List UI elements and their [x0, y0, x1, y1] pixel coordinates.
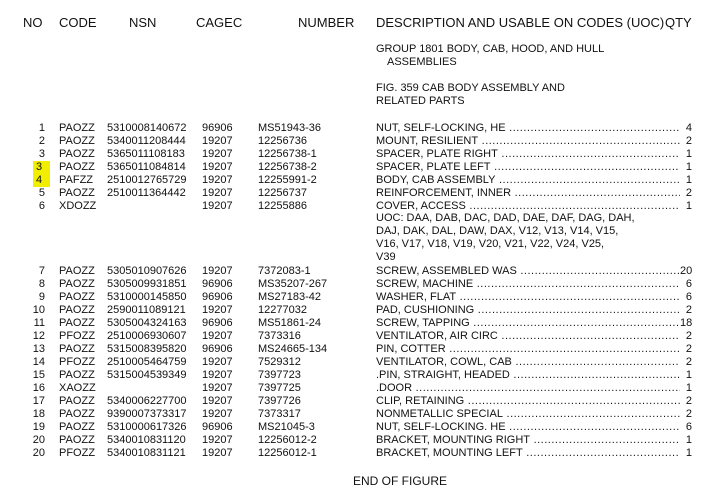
- cagec-value: 19207: [202, 161, 233, 173]
- table-row: [0, 135, 718, 148]
- table-row: [0, 434, 718, 447]
- part-number: MS21045-3: [258, 421, 315, 433]
- part-number: MS27183-42: [258, 291, 321, 303]
- part-number: 12256738-1: [258, 148, 317, 160]
- smr-code: PFOZZ: [59, 356, 96, 368]
- cagec-value: 19207: [202, 434, 233, 446]
- smr-code: PAOZZ: [59, 265, 95, 277]
- cagec-value: 96906: [202, 421, 233, 433]
- uoc-line: DAJ, DAK, DAL, DAW, DAX, V12, V13, V14, V15,: [376, 225, 619, 237]
- nsn-value: 5305009931851: [107, 278, 187, 290]
- table-row: [0, 265, 718, 278]
- part-number: 7397725: [258, 382, 301, 394]
- quantity: 2: [685, 187, 692, 199]
- part-number: 7372083-1: [258, 265, 311, 277]
- smr-code: PAOZZ: [59, 434, 95, 446]
- cagec-value: 19207: [202, 369, 233, 381]
- group-title-line2: ASSEMBLIES: [387, 56, 457, 68]
- item-number: 20: [32, 447, 45, 459]
- cagec-value: 19207: [202, 330, 233, 342]
- smr-code: PAOZZ: [59, 343, 95, 355]
- cagec-value: 19207: [202, 447, 233, 459]
- quantity: 2: [685, 330, 692, 342]
- part-description: SPACER, PLATE RIGHT .....: [376, 148, 680, 161]
- nsn-value: 2510005464759: [107, 356, 187, 368]
- smr-code: PAOZZ: [59, 317, 95, 329]
- item-number: 20: [32, 434, 45, 446]
- table-row: [0, 187, 718, 200]
- part-description: BODY, CAB ASSEMBLY .....: [376, 174, 680, 187]
- table-row: [0, 343, 718, 356]
- header-qty: QTY: [665, 15, 692, 30]
- header-nsn: NSN: [129, 15, 157, 30]
- nsn-value: 9390007373317: [107, 408, 187, 420]
- quantity: 6: [685, 278, 692, 290]
- table-row: [0, 304, 718, 317]
- smr-code: PAOZZ: [59, 135, 95, 147]
- figure-title-line1: FIG. 359 CAB BODY ASSEMBLY AND: [376, 82, 565, 94]
- nsn-value: 5305010907626: [107, 265, 187, 277]
- item-number: 17: [32, 395, 45, 407]
- table-row: [0, 408, 718, 421]
- cagec-value: 96906: [202, 122, 233, 134]
- smr-code: XAOZZ: [59, 382, 96, 394]
- cagec-value: 19207: [202, 408, 233, 420]
- nsn-value: 5310000617326: [107, 421, 187, 433]
- item-number: 5: [38, 187, 45, 199]
- end-of-figure: END OF FIGURE: [353, 474, 448, 488]
- table-row: [0, 369, 718, 382]
- uoc-line: UOC: DAA, DAB, DAC, DAD, DAE, DAF, DAG, DAH,: [376, 212, 635, 224]
- smr-code: PFOZZ: [59, 330, 96, 342]
- part-description: BRACKET, MOUNTING LEFT .....: [376, 447, 680, 460]
- quantity: 2: [685, 304, 692, 316]
- cagec-value: 19207: [202, 135, 233, 147]
- quantity: 2: [685, 135, 692, 147]
- figure-title-line2: RELATED PARTS: [376, 95, 465, 107]
- part-description: PAD, CUSHIONING .....: [376, 304, 680, 317]
- item-number: 10: [32, 304, 45, 316]
- table-row: [0, 122, 718, 135]
- item-number: 2: [38, 135, 45, 147]
- part-description: NUT, SELF-LOCKING. HE .....: [376, 421, 680, 434]
- uoc-line: V16, V17, V18, V19, V20, V21, V22, V24, V25,: [376, 238, 605, 250]
- quantity: 6: [685, 421, 692, 433]
- part-description: PIN, COTTER .....: [376, 343, 680, 356]
- cagec-value: 96906: [202, 317, 233, 329]
- smr-code: PAOZZ: [59, 291, 95, 303]
- cagec-value: 19207: [202, 395, 233, 407]
- part-number: 12256736: [258, 135, 307, 147]
- cagec-value: 19207: [202, 187, 233, 199]
- table-row: [0, 356, 718, 369]
- part-description: SCREW, MACHINE .....: [376, 278, 680, 291]
- item-number: 18: [32, 408, 45, 420]
- part-description: COVER, ACCESS .....: [376, 200, 680, 213]
- table-row: [0, 395, 718, 408]
- item-number: 14: [32, 356, 45, 368]
- quantity: 1: [685, 174, 692, 186]
- part-description: WASHER, FLAT .....: [376, 291, 680, 304]
- smr-code: PAOZZ: [59, 187, 95, 199]
- table-row: [0, 447, 718, 460]
- quantity: 2: [685, 356, 692, 368]
- item-number: 1: [38, 122, 45, 134]
- quantity: 6: [685, 291, 692, 303]
- nsn-value: 5315004539349: [107, 369, 187, 381]
- table-row: [0, 291, 718, 304]
- item-number: 9: [38, 291, 45, 303]
- cagec-value: 19207: [202, 304, 233, 316]
- header-cagec: CAGEC: [196, 15, 243, 30]
- smr-code: PAOZZ: [59, 161, 95, 173]
- smr-code: PAFZZ: [59, 174, 94, 186]
- nsn-value: 2590011089121: [107, 304, 186, 316]
- quantity: 4: [685, 122, 692, 134]
- item-number: 19: [32, 421, 45, 433]
- uoc-line: V39: [376, 251, 396, 263]
- part-number: 7373316: [258, 330, 301, 342]
- item-number: 6: [38, 200, 45, 212]
- quantity: 2: [685, 395, 692, 407]
- cagec-value: 19207: [202, 356, 233, 368]
- header-number: NUMBER: [298, 15, 355, 30]
- smr-code: XDOZZ: [59, 200, 97, 212]
- part-description: BRACKET, MOUNTING RIGHT .....: [376, 434, 680, 447]
- quantity: 20: [680, 265, 693, 277]
- item-number: 11: [33, 317, 45, 329]
- nsn-value: 5340010831120: [107, 434, 186, 446]
- part-number: 7397726: [258, 395, 301, 407]
- item-number: 8: [38, 278, 45, 290]
- smr-code: PAOZZ: [59, 304, 95, 316]
- part-description: NONMETALLIC SPECIAL .....: [376, 408, 680, 421]
- smr-code: PFOZZ: [59, 447, 96, 459]
- quantity: 1: [685, 434, 692, 446]
- quantity: 2: [685, 408, 692, 420]
- part-description: REINFORCEMENT, INNER .....: [376, 187, 680, 200]
- cagec-value: 96906: [202, 278, 233, 290]
- part-number: 12256012-1: [258, 447, 317, 459]
- part-number: 12256738-2: [258, 161, 317, 173]
- item-number: 4: [33, 174, 50, 187]
- header-no: NO: [23, 15, 43, 30]
- quantity: 1: [685, 200, 692, 212]
- item-number: 16: [32, 382, 45, 394]
- smr-code: PAOZZ: [59, 395, 95, 407]
- nsn-value: 5340010831121: [107, 447, 186, 459]
- part-description: SPACER, PLATE LEFT .....: [376, 161, 680, 174]
- part-number: 12255991-2: [258, 174, 317, 186]
- part-number: 12277032: [258, 304, 307, 316]
- table-row: [0, 317, 718, 330]
- quantity: 18: [680, 317, 693, 329]
- nsn-value: 5310000145850: [107, 291, 187, 303]
- cagec-value: 19207: [202, 265, 233, 277]
- smr-code: PAOZZ: [59, 278, 95, 290]
- smr-code: PAOZZ: [59, 369, 95, 381]
- table-row: [0, 421, 718, 434]
- table-row: [0, 148, 718, 161]
- quantity: 1: [685, 161, 692, 173]
- smr-code: PAOZZ: [59, 421, 95, 433]
- header-code: CODE: [59, 15, 97, 30]
- quantity: 1: [685, 447, 692, 459]
- smr-code: PAOZZ: [59, 148, 95, 160]
- part-number: MS51861-24: [258, 317, 321, 329]
- table-row: [0, 174, 718, 187]
- part-number: MS24665-134: [258, 343, 328, 355]
- part-description: NUT, SELF-LOCKING, HE .....: [376, 122, 680, 135]
- table-row: [0, 161, 718, 174]
- part-number: 12256012-2: [258, 434, 317, 446]
- item-number: 7: [38, 265, 45, 277]
- nsn-value: 5365011084814: [107, 161, 186, 173]
- quantity: 2: [685, 343, 692, 355]
- table-row: [0, 278, 718, 291]
- item-number: 15: [32, 369, 45, 381]
- item-number: 13: [32, 343, 45, 355]
- quantity: 1: [685, 382, 692, 394]
- part-number: MS51943-36: [258, 122, 321, 134]
- part-number: 7529312: [258, 356, 301, 368]
- cagec-value: 19207: [202, 200, 233, 212]
- quantity: 1: [685, 148, 692, 160]
- part-number: 12256737: [258, 187, 307, 199]
- part-description: SCREW, ASSEMBLED WAS .....: [376, 265, 680, 278]
- item-number: 3: [33, 161, 50, 174]
- nsn-value: 5340006227700: [107, 395, 187, 407]
- part-description: MOUNT, RESILIENT .....: [376, 135, 680, 148]
- nsn-value: 2510006930607: [107, 330, 187, 342]
- header-description: DESCRIPTION AND USABLE ON CODES (UOC): [376, 15, 665, 30]
- smr-code: PAOZZ: [59, 122, 95, 134]
- nsn-value: 5305004324163: [107, 317, 187, 329]
- cagec-value: 19207: [202, 174, 233, 186]
- table-row: [0, 382, 718, 395]
- nsn-value: 5310008140672: [107, 122, 187, 134]
- part-number: 12255886: [258, 200, 307, 212]
- part-number: 7397723: [258, 369, 301, 381]
- cagec-value: 96906: [202, 343, 233, 355]
- cagec-value: 96906: [202, 291, 233, 303]
- part-description: VENTILATOR, AIR CIRC .....: [376, 330, 680, 343]
- nsn-value: 5315008395820: [107, 343, 187, 355]
- nsn-value: 5365011108183: [107, 148, 185, 160]
- part-number: 7373317: [258, 408, 301, 420]
- cagec-value: 19207: [202, 382, 233, 394]
- part-description: SCREW, TAPPING .....: [376, 317, 680, 330]
- part-description: .DOOR .....: [376, 382, 680, 395]
- cagec-value: 19207: [202, 148, 233, 160]
- part-description: VENTILATOR, COWL, CAB .....: [376, 356, 680, 369]
- quantity: 1: [685, 369, 692, 381]
- item-number: 12: [32, 330, 45, 342]
- group-title-line1: GROUP 1801 BODY, CAB, HOOD, AND HULL: [376, 43, 605, 55]
- item-number: 3: [38, 148, 45, 160]
- part-description: .PIN, STRAIGHT, HEADED .....: [376, 369, 680, 382]
- table-row: [0, 330, 718, 343]
- nsn-value: 5340011208444: [107, 135, 186, 147]
- nsn-value: 2510011364442: [107, 187, 186, 199]
- smr-code: PAOZZ: [59, 408, 95, 420]
- part-description: CLIP, RETAINING .....: [376, 395, 680, 408]
- part-number: MS35207-267: [258, 278, 328, 290]
- nsn-value: 2510012765729: [107, 174, 187, 186]
